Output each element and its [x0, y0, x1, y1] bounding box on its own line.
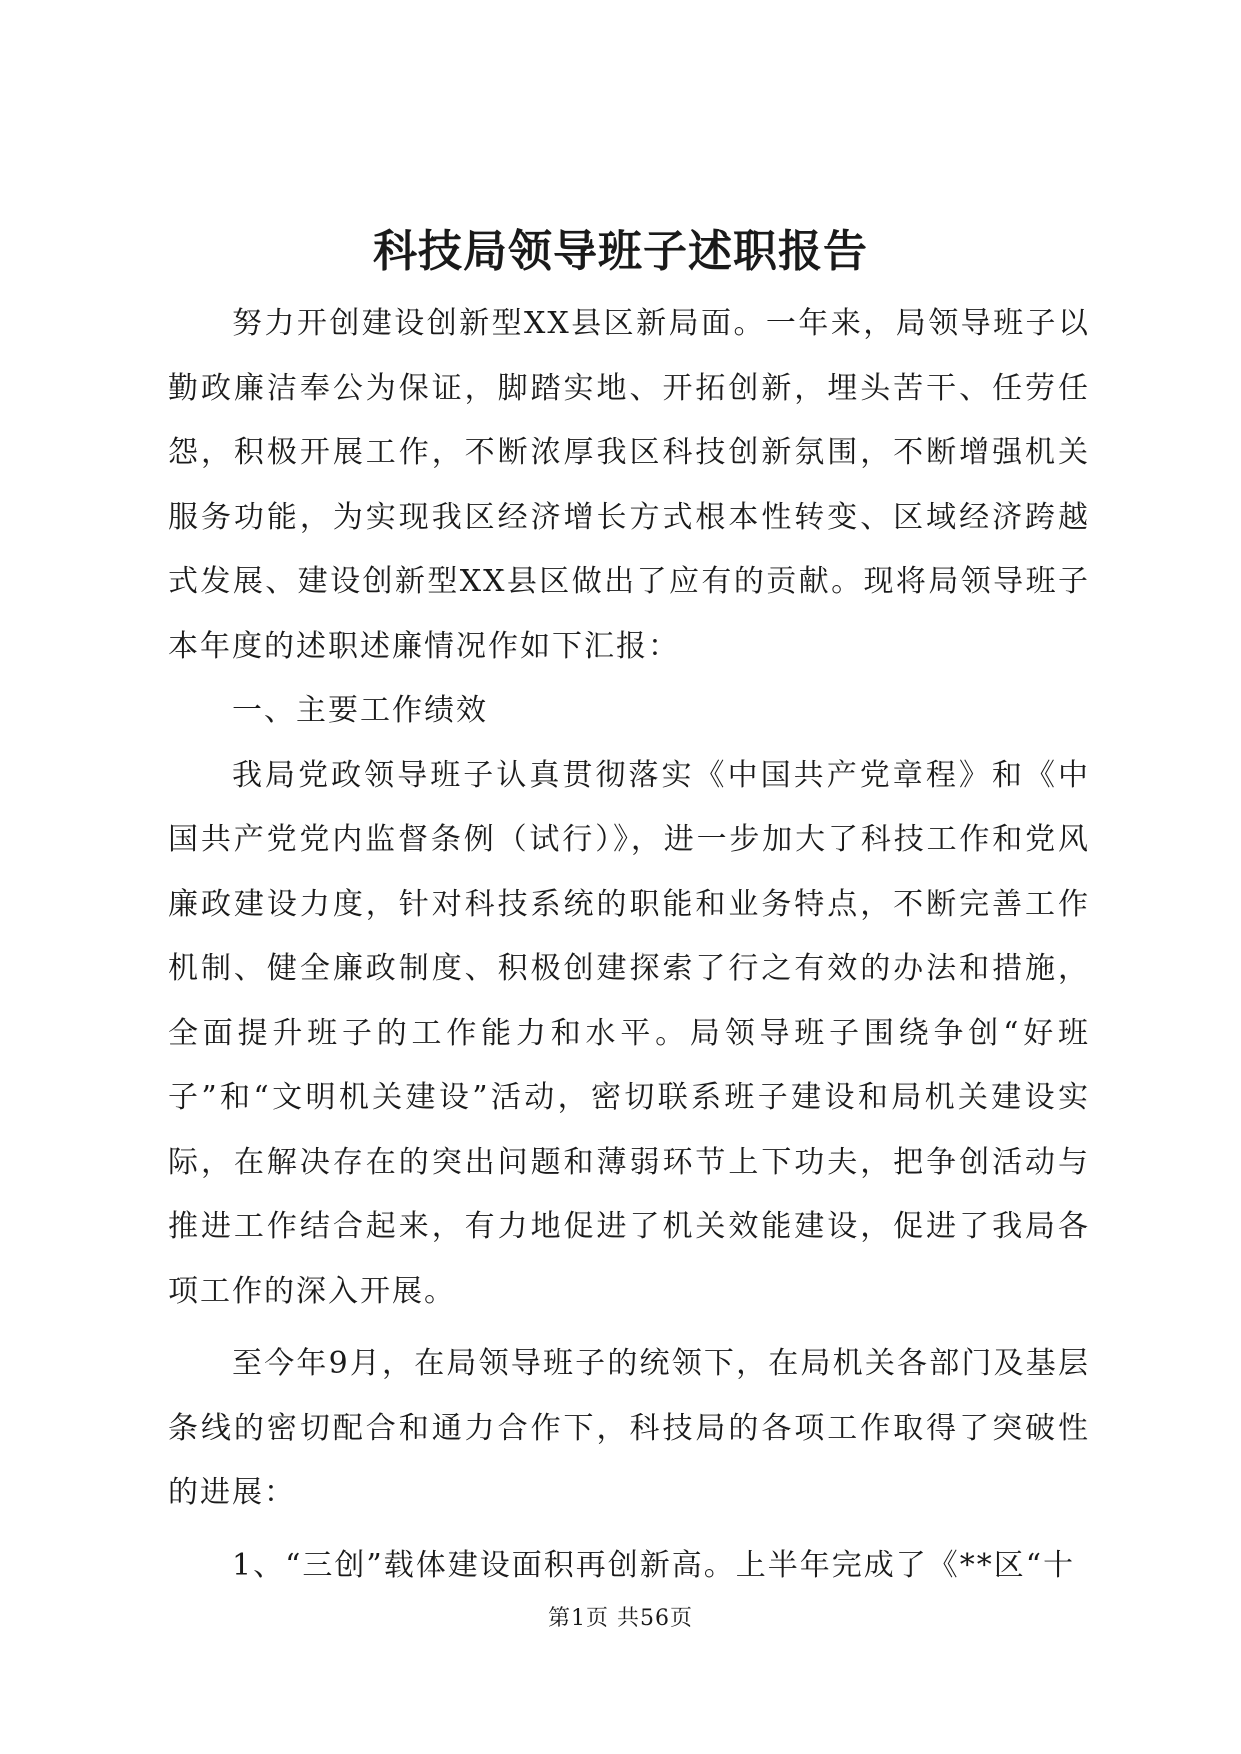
document-body — [168, 292, 1090, 1598]
paragraph-party-leadership: 我局党政领导班子认真贯彻落实《中国共产党章程》和《中国共产党党内监督条例（试行）》，进一步加大了科技工作和党风廉政建设力度，针对科技系统的职能和业务特点，不断完善工作机制、健全廉政制度、积极创建探索了行之有效的办法和措施，全面提升班子的工作能力和水平。局领导班子围绕争创“好班子”和“文明机关建设”活动，密切联系班子建设和局机关建设实际，在解决存在的突出问题和薄弱环节上下功夫，把争创活动与推进工作结合起来，有力地促进了机关效能建设，促进了我局各项工作的深入开展。 — [168, 757, 1090, 1309]
paragraph-intro: 努力开创建设创新型XX县区新局面。一年来，局领导班子以勤政廉洁奉公为保证，脚踏实地、开拓创新，埋头苦干、任劳任怨，积极开展工作，不断浓厚我区科技创新氛围，不断增强机关服务功能，为实现我区经济增长方式根本性转变、区域经济跨越式发展、建设创新型XX县区做出了应有的贡献。现将局领导班子本年度的述职述廉情况作如下汇报： — [168, 306, 1090, 664]
document-title: 科技局领导班子述职报告 — [373, 226, 868, 277]
section-heading-main-achievements: 一、主要工作绩效 — [232, 693, 488, 728]
paragraph-item-1: 1、“三创”载体建设面积再创新高。上半年完成了《**区“十 — [232, 1547, 1076, 1583]
page-number-footer: 第1页 共56页 — [548, 1606, 693, 1631]
paragraph-progress: 至今年9月，在局领导班子的统领下，在局机关各部门及基层条线的密切配合和通力合作下，科技局的各项工作取得了突破性的进展： — [168, 1346, 1090, 1510]
